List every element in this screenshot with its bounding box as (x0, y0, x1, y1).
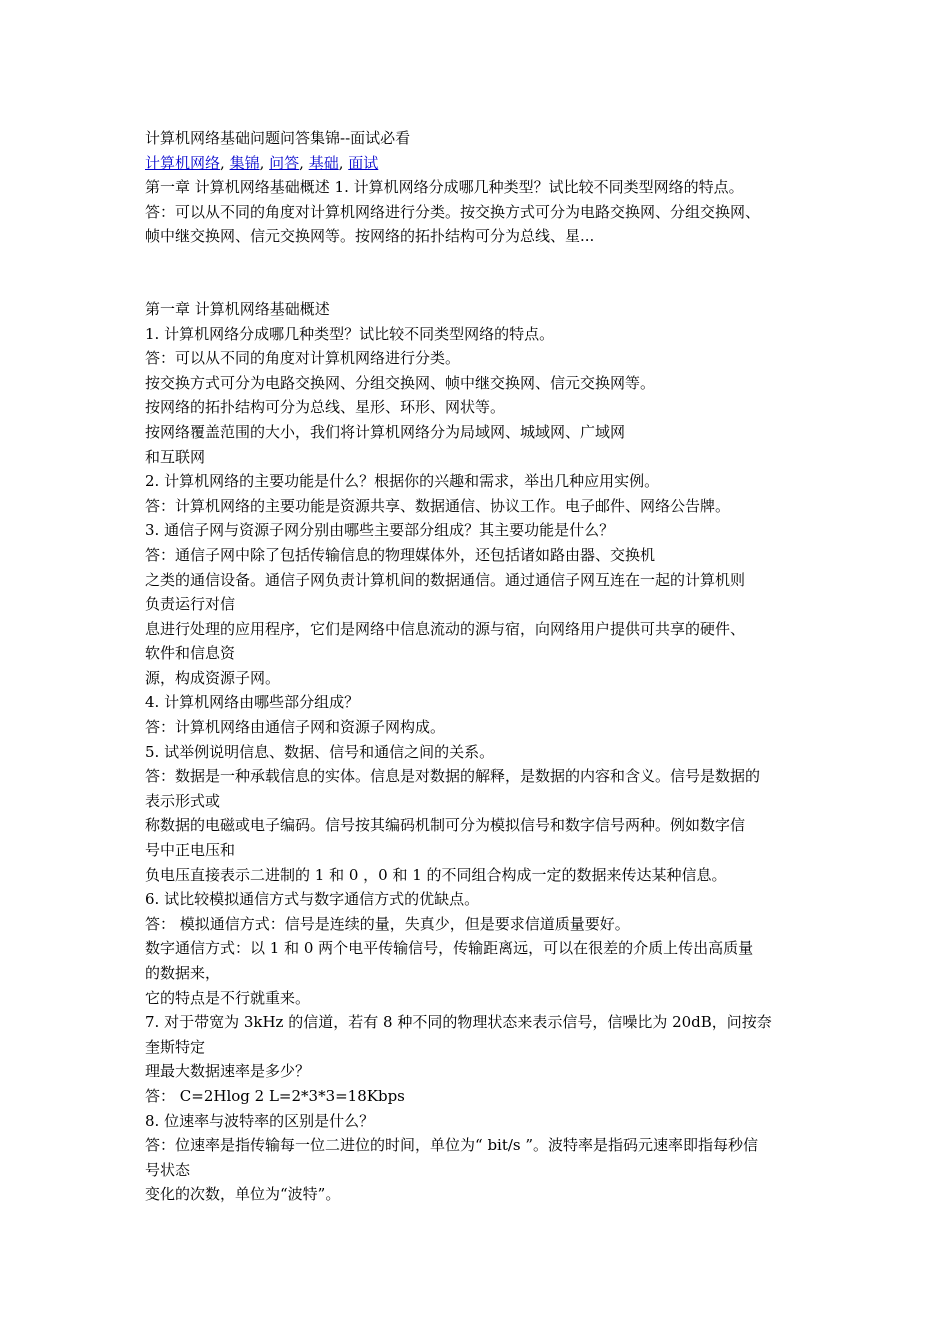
answer-line: 号状态 (145, 1160, 191, 1179)
answer-line: 按网络覆盖范围的大小，我们将计算机网络分为局域网、城域网、广域网 (145, 422, 626, 441)
tag-link-qa[interactable]: 问答 (269, 153, 300, 172)
answer-line: 息进行处理的应用程序，它们是网络中信息流动的源与宿，向网络用户提供可共享的硬件、 (145, 619, 746, 638)
answer-line: 和互联网 (145, 447, 206, 466)
tag-list: 计算机网络, 集锦, 问答, 基础, 面试 (145, 153, 379, 172)
answer-line: 答：通信子网中除了包括传输信息的物理媒体外，还包括诸如路由器、交换机 (145, 545, 656, 564)
answer-line: 答：计算机网络由通信子网和资源子网构成。 (145, 718, 446, 737)
summary-line: 答：可以从不同的角度对计算机网络进行分类。按交换方式可分为电路交换网、分组交换网、 (145, 202, 761, 221)
answer-line: 的数据来， (145, 964, 221, 982)
answer-line: 答：位速率是指传输每一位二进位的时间，单位为“ bit/s ”。波特率是指码元速率即指每秒信 (145, 1136, 759, 1155)
answer-line: 答：数据是一种承载信息的实体。信息是对数据的解释，是数据的内容和含义。信号是数据的 (145, 767, 761, 786)
tag-link-computer-network[interactable]: 计算机网络 (145, 153, 221, 172)
article-body (145, 297, 815, 1207)
answer-line: 数字通信方式：以 1 和 0 两个电平传输信号，传输距离远，可以在很差的介质上传出高质量 (145, 939, 754, 958)
page-title: 计算机网络基础问题问答集锦--面试必看 (145, 129, 411, 147)
answer-line: 号中正电压和 (145, 841, 236, 860)
summary-block (145, 175, 815, 249)
document-page (145, 126, 815, 1207)
question-line: 2. 计算机网络的主要功能是什么？根据你的兴趣和需求，举出几种应用实例。 (145, 472, 660, 491)
answer-line: 变化的次数，单位为“波特”。 (145, 1185, 341, 1204)
question-line: 8. 位速率与波特率的区别是什么？ (145, 1111, 375, 1130)
tag-link-interview[interactable]: 面试 (348, 153, 379, 172)
question-line: 6. 试比较模拟通信方式与数字通信方式的优缺点。 (145, 890, 480, 909)
tag-link-collection[interactable]: 集锦 (229, 153, 260, 172)
answer-line: 答： 模拟通信方式：信号是连续的量，失真少，但是要求信道质量要好。 (145, 914, 630, 933)
answer-line: 之类的通信设备。通信子网负责计算机间的数据通信。通过通信子网互连在一起的计算机则 (145, 570, 746, 589)
answer-line: 负电压直接表示二进制的 1 和 0 ，0 和 1 的不同组合构成一定的数据来传达某种信息。 (145, 865, 727, 884)
question-line: 4. 计算机网络由哪些部分组成？ (145, 693, 360, 712)
answer-line: 表示形式或 (145, 791, 221, 810)
answer-line: 称数据的电磁或电子编码。信号按其编码机制可分为模拟信号和数字信号两种。例如数字信 (145, 816, 746, 835)
chapter-heading: 第一章 计算机网络基础概述 (145, 299, 330, 318)
answer-line: 答：计算机网络的主要功能是资源共享、数据通信、协议工作。电子邮件、网络公告牌。 (145, 496, 731, 515)
section-gap (145, 249, 815, 297)
summary-line: 帧中继交换网、信元交换网等。按网络的拓扑结构可分为总线、星... (145, 227, 595, 246)
answer-line: 软件和信息资 (145, 644, 236, 663)
question-line: 3. 通信子网与资源子网分别由哪些主要部分组成？其主要功能是什么？ (145, 521, 615, 540)
answer-line: 源，构成资源子网。 (145, 668, 281, 687)
summary-line: 第一章 计算机网络基础概述 1. 计算机网络分成哪几种类型？试比较不同类型网络的特点。 (145, 178, 744, 197)
question-line: 7. 对于带宽为 3kHz 的信道，若有 8 种不同的物理状态来表示信号，信噪比为 20dB，问按奈 (145, 1013, 772, 1032)
answer-line: 它的特点是不行就重来。 (145, 988, 311, 1007)
question-line: 奎斯特定 (145, 1037, 206, 1056)
answer-line: 答：可以从不同的角度对计算机网络进行分类。 (145, 349, 461, 368)
question-line: 5. 试举例说明信息、数据、信号和通信之间的关系。 (145, 742, 495, 761)
answer-line: 答： C=2Hlog 2 L=2*3*3=18Kbps (145, 1086, 405, 1105)
question-line: 1. 计算机网络分成哪几种类型？试比较不同类型网络的特点。 (145, 324, 555, 343)
question-line: 理最大数据速率是多少？ (145, 1062, 311, 1081)
answer-line: 按交换方式可分为电路交换网、分组交换网、帧中继交换网、信元交换网等。 (145, 373, 656, 392)
answer-line: 负责运行对信 (145, 595, 236, 614)
tag-link-basics[interactable]: 基础 (308, 153, 339, 172)
answer-line: 按网络的拓扑结构可分为总线、星形、环形、网状等。 (145, 398, 506, 417)
